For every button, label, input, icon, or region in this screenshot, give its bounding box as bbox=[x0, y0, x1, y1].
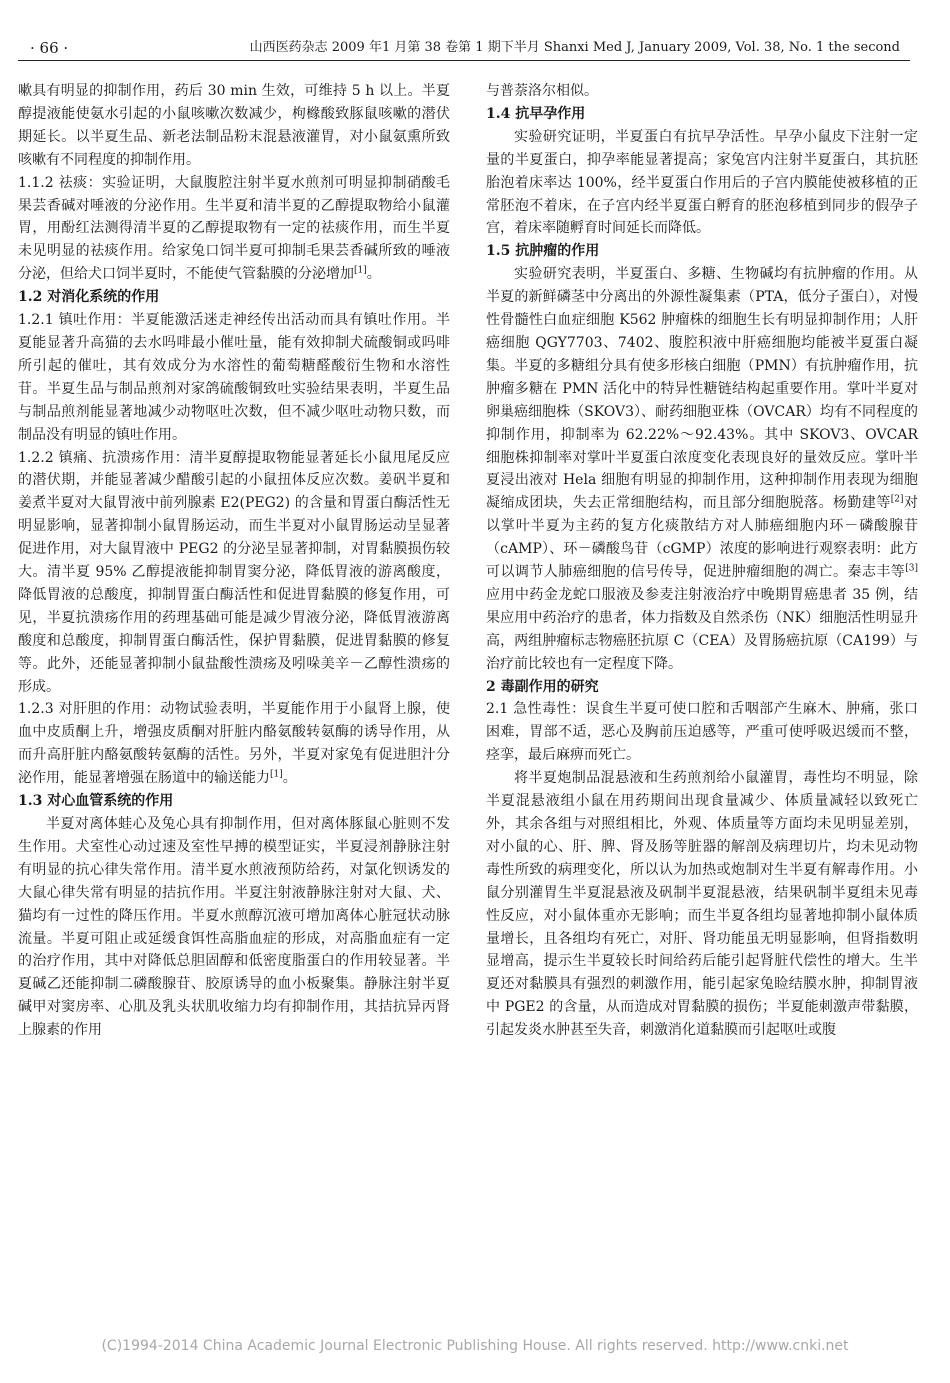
paragraph-text: 实验研究表明，半夏蛋白、多糖、生物碱均有抗肿瘤的作用。从半夏的新鲜磷茎中分离出的外源性凝集素（PTA，低分子蛋白），对慢性骨髓性白血症细胞 K562 肿瘤株的细胞生长有明显抑制作用；人肝癌细胞 QGY7703、7402、腹腔积液中肝癌细胞均能被半夏蛋白凝集。半夏的多糖组分具有使多形核白细胞（PMN）有抗肿瘤作用，抗肿瘤多糖在 PMN 活化中的特异性糖链结构起重要作用。掌叶半夏对卵巢癌细胞株（SKOV3）、耐药细胞亚株（OVCAR）均有不同程度的抑制作用，抑制率为 62.22%～92.43%。其中 SKOV3、OVCAR 细胞株抑制率对掌叶半夏蛋白浓度变化表现良好的量效反应。掌叶半夏浸出液对 Hela 细胞有明显的抑制作用，这种抑制作用表现为细胞凝缩成团块，失去正常细胞结构，而且部分细胞脱落。杨勤建等 bbox=[486, 266, 918, 512]
copyright-watermark: (C)1994-2014 China Academic Journal Electronic Publishing House. All rights reserved. http://www.cnki.net bbox=[101, 1338, 849, 1354]
paragraph-text: 应用中药金龙蛇口服液及参麦注射液治疗中晚期胃癌患者 35 例，结果应用中药治疗的患者，体力指数及自然杀伤（NK）细胞活性明显升高，两组肿瘤标志物癌胚抗原 C（CEA）及胃肠癌抗原（CA199）与治疗前比较也有一定程度下降。 bbox=[486, 586, 918, 672]
paragraph-text: 1.2.3 对肝胆的作用：动物试验表明，半夏能作用于小鼠肾上腺，使血中皮质酮上升，增强皮质酮对肝脏内酪氨酸转氨酶的诱导作用，从而升高肝脏内酪氨酸转氨酶的活性。另外，半夏对家兔有促进胆汁分泌作用，能显著增强在肠道中的输送能力 bbox=[18, 701, 450, 787]
paragraph-text: 对以掌叶半夏为主药的复方化痰散结方对人肺癌细胞内环－磷酸腺苷（cAMP）、环－磷酸鸟苷（cGMP）浓度的影响进行观察表明：此方可以调节人肺癌细胞的信号传导，促进肿瘤细胞的凋亡。秦志丰等 bbox=[486, 495, 919, 581]
heading-1-3: 1.3 对心血管系统的作用 bbox=[18, 793, 174, 810]
right-column bbox=[486, 80, 918, 1042]
paragraph: 与普萘洛尔相似。 bbox=[486, 83, 598, 99]
section-1-2-1: 1.2.1 镇吐作用：半夏能激活迷走神经传出活动而具有镇吐作用。半夏能显著升高猫的去水吗啡最小催吐量，能有效抑制犬硫酸铜或吗啡所引起的催吐，其有效成分为水溶性的葡萄糖醛酸衍生物和水溶性苷。半夏生品与制品煎剂对家鸽硫酸铜致吐实验结果表明，半夏生品与制品煎剂能显著地减少动物呕吐次数，但不减少呕吐动物只数，而制品没有明显的镇吐作用。 bbox=[18, 312, 450, 443]
section-2-1: 2.1 急性毒性：误食生半夏可使口腔和舌咽部产生麻木、肿痛，张口困难，胃部不适，恶心及胸前压迫感等，严重可使呼吸迟缓而不整，痉挛，最后麻痹而死亡。 bbox=[486, 701, 918, 764]
left-column bbox=[18, 80, 450, 1042]
section-1-1-2: 1.1.2 祛痰：实验证明，大鼠腹腔注射半夏水煎剂可明显抑制硝酸毛果芸香碱对唾液的分泌作用。生半夏和清半夏的乙醇提取物给小鼠灌胃，用酚红法测得清半夏的乙醇提取物有一定的祛痰作用，而生半夏未见明显的祛痰作用。给家兔口饲半夏可抑制毛果芸香碱所致的唾液分泌，但给犬口饲半夏时，不能使气管黏膜的分泌增加[1]。 bbox=[18, 174, 450, 283]
paragraph: 实验研究证明，半夏蛋白有抗早孕活性。早孕小鼠皮下注射一定量的半夏蛋白，抑孕率能显著提高；家兔宫内注射半夏蛋白，其抗胚胎泡着床率达 100%，经半夏蛋白作用后的子宫内膜能使被移植的正常胚泡不着床，在子宫内经半夏蛋白孵育的胚泡移植到同步的假孕子宫，着床率随孵育时间延长而降低。 bbox=[486, 128, 918, 237]
citation-ref: [1] bbox=[270, 769, 283, 780]
running-header bbox=[30, 36, 900, 60]
heading-2: 2 毒副作用的研究 bbox=[486, 678, 599, 695]
paragraph: 半夏对离体蛙心及兔心具有抑制作用，但对离体豚鼠心脏则不发生作用。犬室性心动过速及室性早搏的模型证实，半夏浸剂静脉注射有明显的抗心律失常作用。清半夏水煎液预防给药，对氯化钡诱发的大鼠心律失常有明显的拮抗作用。半夏注射液静脉注射对大鼠、犬、猫均有一过性的降压作用。半夏水煎醇沉液可增加离体心脏冠状动脉流量。半夏可阻止或延缓食饵性高脂血症的形成，对高脂血症有一定的治疗作用，其中对降低总胆固醇和低密度脂蛋白的作用较显著。半夏碱乙还能抑制二磷酸腺苷、胶原诱导的血小板聚集。静脉注射半夏碱甲对窦房率、心肌及乳头状肌收缩力均有抑制作用，其拮抗异丙肾上腺素的作用 bbox=[18, 816, 450, 1039]
paragraph: 将半夏炮制品混悬液和生药煎剂给小鼠灌胃，毒性均不明显，除半夏混悬液组小鼠在用药期间出现食量减少、体质量减轻以致死亡外，其余各组与对照组相比，外观、体质量等方面均未见明显差别，对小鼠的心、肝、脾、肾及肠等脏器的解剖及病理切片，均未见动物毒性所致的病理变化，所以认为加热或炮制对生半夏有解毒作用。小鼠分别灌胃生半夏混悬液及矾制半夏混悬液，结果矾制半夏组未见毒性反应，对小鼠体重亦无影响；而生半夏各组均显著地抑制小鼠体质量增长，且各组均有死亡，对肝、肾功能虽无明显影响，但肾指数明显增高，提示生半夏较长时间给药后能引起肾脏代偿性的增大。生半夏还对黏膜具有强烈的刺激作用，能引起家兔睑结膜水肿，抑制胃液中 PGE2 的含量，从而造成对胃黏膜的损伤；半夏能刺激声带黏膜，引起发炎水肿甚至失音，刺激消化道黏膜而引起呕吐或腹 bbox=[486, 770, 918, 1039]
header-rule bbox=[18, 60, 910, 61]
section-1-2-3: 1.2.3 对肝胆的作用：动物试验表明，半夏能作用于小鼠肾上腺，使血中皮质酮上升，增强皮质酮对肝脏内酪氨酸转氨酶的诱导作用，从而升高肝脏内酪氨酸转氨酶的活性。另外，半夏对家兔有促进胆汁分泌作用，能显著增强在肠道中的输送能力[1]。 bbox=[18, 701, 450, 787]
paragraph-text: 1.1.2 祛痰：实验证明，大鼠腹腔注射半夏水煎剂可明显抑制硝酸毛果芸香碱对唾液的分泌作用。生半夏和清半夏的乙醇提取物给小鼠灌胃，用酚红法测得清半夏的乙醇提取物有一定的祛痰作用，而生半夏未见明显的祛痰作用。给家兔口饲半夏可抑制毛果芸香碱所致的唾液分泌，但给犬口饲半夏时，不能使气管黏膜的分泌增加 bbox=[18, 174, 450, 283]
page-number: · 66 · bbox=[30, 39, 69, 57]
paragraph: 嗽具有明显的抑制作用，药后 30 min 生效，可维持 5 h 以上。半夏醇提液能使氨水引起的小鼠咳嗽次数减少，枸橼酸致豚鼠咳嗽的潜伏期延长。以半夏生品、新老法制品粉末混悬液灌胃，对小鼠氨熏所致咳嗽有不同程度的抑制作用。 bbox=[18, 83, 450, 168]
citation-ref: [2] bbox=[890, 494, 904, 505]
heading-1-2: 1.2 对消化系统的作用 bbox=[18, 289, 160, 306]
paragraph bbox=[486, 263, 918, 675]
heading-1-5: 1.5 抗肿瘤的作用 bbox=[486, 243, 600, 260]
citation-ref: [1] bbox=[354, 265, 367, 276]
heading-1-4: 1.4 抗早孕作用 bbox=[486, 105, 586, 122]
citation-ref: [3] bbox=[905, 563, 918, 574]
section-1-2-2: 1.2.2 镇痛、抗溃疡作用：清半夏醇提取物能显著延长小鼠甩尾反应的潜伏期，并能显著减少醋酸引起的小鼠扭体反应次数。姜矾半夏和姜煮半夏对大鼠胃液中前列腺素 E2(PEG2) 的含量和胃蛋白酶活性无明显影响，显著抑制小鼠胃肠运动，而生半夏对小鼠胃肠运动呈显著促进作用，对大鼠胃液中 PEG2 的分泌呈显著抑制，对胃黏膜损伤较大。清半夏 95% 乙醇提液能抑制胃窦分泌，降低胃液的游离酸度，降低胃液的总酸度，抑制胃蛋白酶活性和促进胃黏膜的修复作用，可见，半夏抗溃疡作用的药理基础可能是减少胃液分泌，降低胃液游离酸度和总酸度，抑制胃蛋白酶活性，保护胃黏膜，促进胃黏膜的修复等。此外，还能显著抑制小鼠盐酸性溃疡及吲哚美辛－乙醇性溃疡的形成。 bbox=[18, 449, 450, 695]
journal-citation: 山西医药杂志 2009 年1 月第 38 卷第 1 期下半月 Shanxi Med J, January 2009, Vol. 38, No. 1 the second bbox=[249, 40, 900, 55]
